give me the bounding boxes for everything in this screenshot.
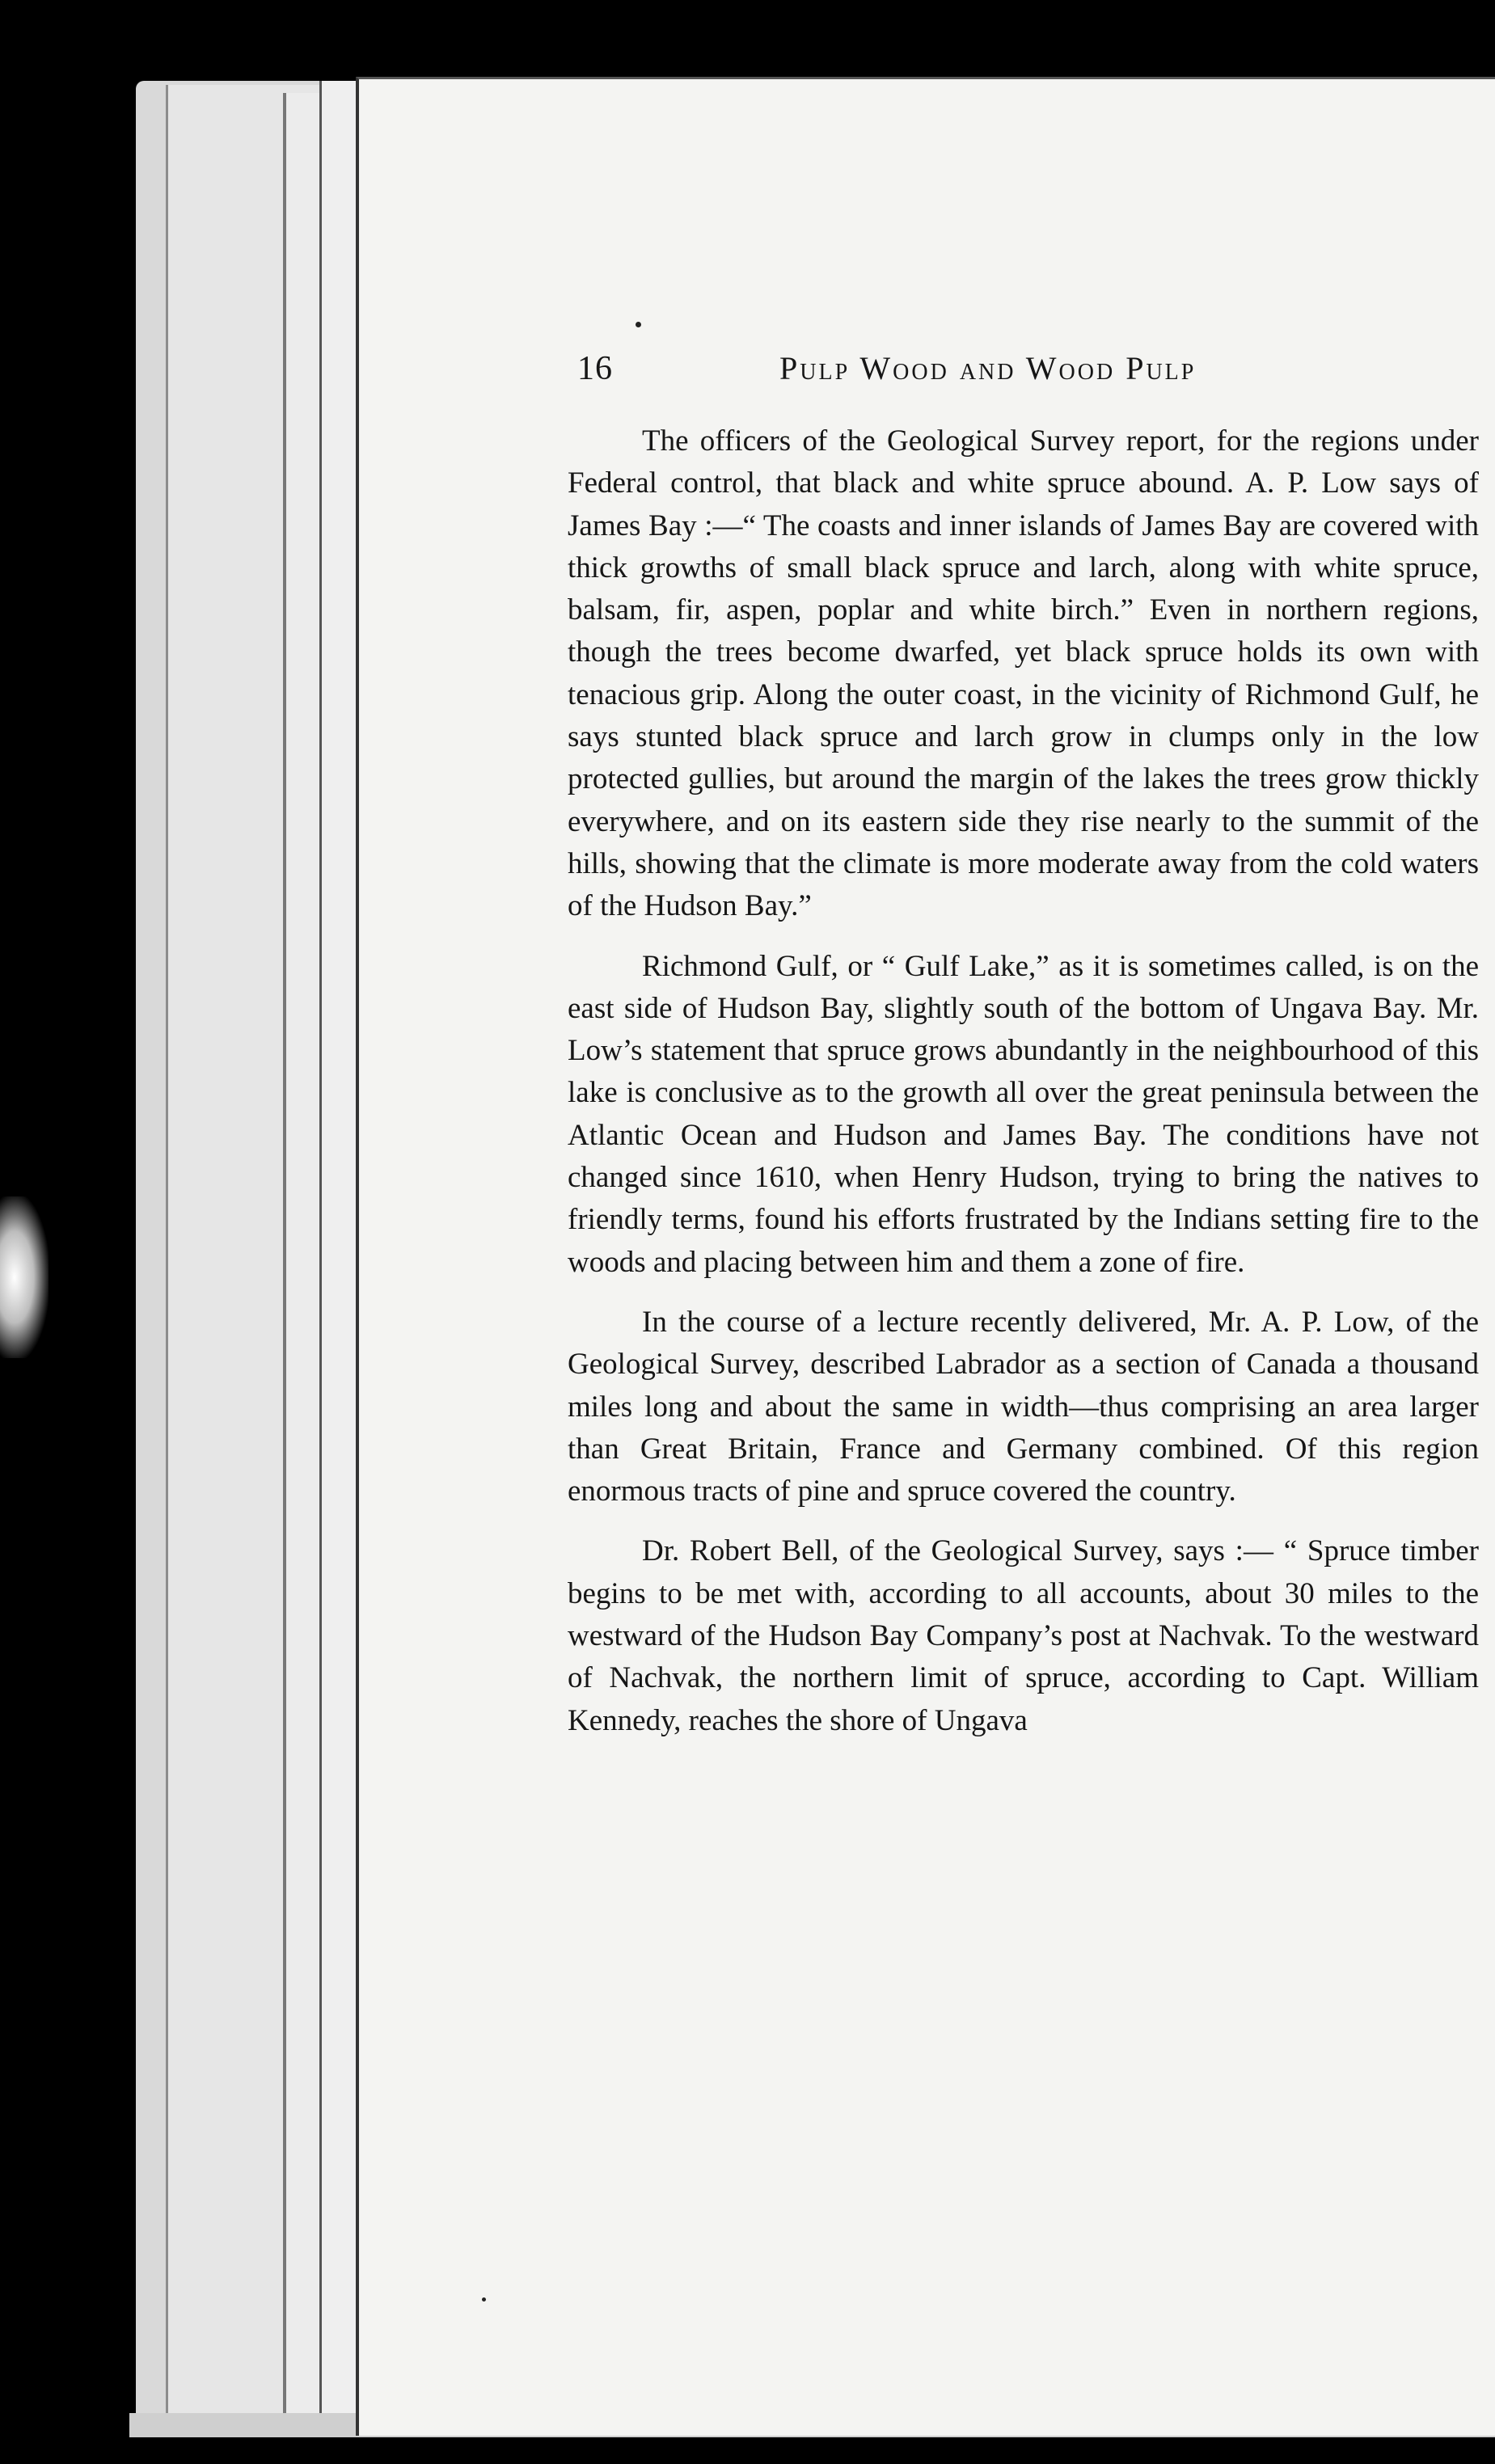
page-number: 16 [577,350,613,387]
ink-speck [482,2297,486,2302]
body-text [568,420,1479,1742]
paragraph: Dr. Robert Bell, of the Geological Survey, says :— “ Spruce timber begins to be met with, according to all accounts, about 30 miles to the westward of the Hudson Bay Company’s post at Nachvak. To the westward of Nachvak, the northern limit of spruce, according to Capt. William Kennedy, reaches the shore of Ungava [568,1534,1479,1737]
paragraph: Richmond Gulf, or “ Gulf Lake,” as it is sometimes called, is on the east side of Hudson Bay, slightly south of the bottom of Ungava Bay. Mr. Low’s statement that spruce grows abundantly in the neighbourhood of this lake is conclusive as to the growth all over the great peninsula between the Atlantic Ocean and Hudson and James Bay. The conditions have not changed since 1610, when Henry Hudson, trying to bring the natives to friendly terms, found his efforts frustrated by the Indians setting fire to the woods and placing between him and them a zone of fire. [568,949,1479,1279]
light-glare [0,1196,49,1358]
page-header [577,349,1354,398]
paragraph: In the course of a lecture recently delivered, Mr. A. P. Low, of the Geological Survey, described Labrador as a section of Canada a thousand miles long and about the same in width—thus comprising an area larger than Great Britain, France and Germany combined. Of this region enormous tracts of pine and spruce covered the country. [568,1305,1479,1508]
running-head: Pulp Wood and Wood Pulp [779,350,1197,386]
paragraph: The officers of the Geological Survey report, for the regions under Federal control, that black and white spruce abound. A. P. Low says of James Bay :—“ The coasts and inner islands of James Bay are covered with thick growths of small black spruce and larch, along with white spruce, balsam, fir, aspen, poplar and white birch.” Even in northern regions, though the trees become dwarfed, yet black spruce holds its own with tenacious grip. Along the outer coast, in the vicinity of Richmond Gulf, he says stunted black spruce and larch grow in clumps only in the low protected gullies, but around the margin of the lakes the trees grow thickly everywhere, and on its eastern side they rise nearly to the summit of the hills, showing that the climate is more moderate away from the cold waters of the Hudson Bay.” [568,424,1479,923]
ink-speck [636,322,641,327]
